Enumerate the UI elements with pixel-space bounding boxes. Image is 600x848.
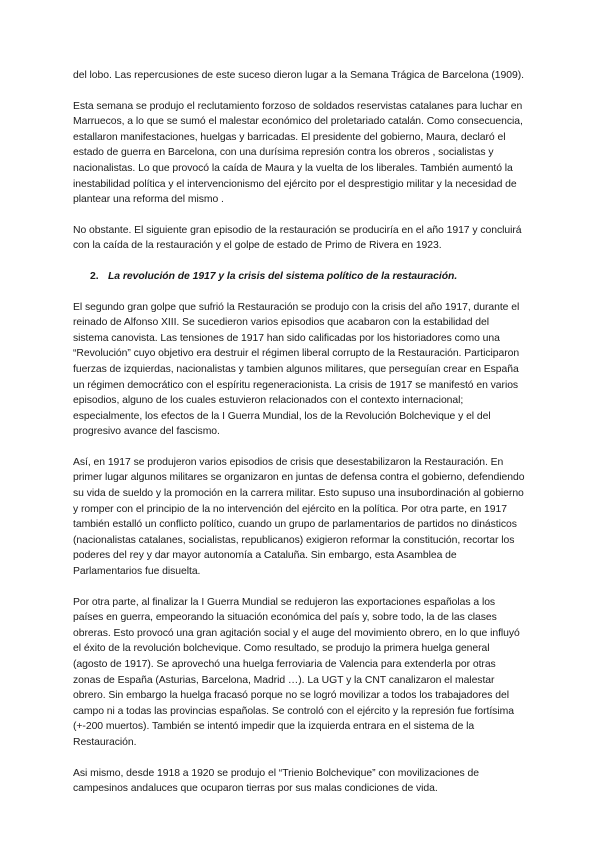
paragraph-crisis-1917: El segundo gran golpe que sufrió la Restauración se produjo con la crisis del año 1917, durante el reinado de Alfonso XIII. Se sucedieron varios episodios que acabaron con la estabilidad del sistema canovista. Las tensiones de 1917 han sido calificadas por los historiadores como una “Revolución” cuyo objetivo era destruir el régimen liberal corrupto de la Restauración. Participaron fuerzas de izquierdas, nacionalistas y tambien algunos militares, que perseguían crear en España un régimen democrático con el espíritu regeneracionista. La crisis de 1917 se manifestó en varios episodios, alguno de los cuales estuvieron relacionados con el contexto internacional; especialmente, los efectos de la I Guerra Mundial, los de la Revolución Bolchevique y el del progresivo avance del fascismo. bbox=[73, 301, 520, 438]
paragraph-transition-1917: No obstante. El siguiente gran episodio de la restauración se produciría en el año 1917 y concluirá con la caída de la restauración y el golpe de estado de Primo de Rivera en 1923. bbox=[73, 224, 522, 252]
paragraph-semana-tragica-intro: del lobo. Las repercusiones de este suceso dieron lugar a la Semana Trágica de Barcelona (1909). bbox=[73, 70, 524, 81]
section-heading bbox=[73, 269, 525, 285]
paragraph-episodios-crisis: Así, en 1917 se produjeron varios episodios de crisis que desestabilizaron la Restauración. En primer lugar algunos militares se organizaron en juntas de defensa contra el gobierno, defendiendo su vida de sueldo y la promoción en la carrera militar. Esto supuso una insubordinación al gobierno y romper con el principio de la no intervención del ejército en la política. Por otra parte, en 1917 también estalló un conflicto político, cuando un grupo de parlamentarios de partidos no dinásticos (nacionalistas catalanes, socialistas, republicanos) exigieron reformar la constitución, recortar los poderes del rey y dar mayor autonomía a Cataluña. Sin embargo, esta Asamblea de Parlamentarios fue disuelta. bbox=[73, 456, 525, 578]
section-title: La revolución de 1917 y la crisis del sistema político de la restauración. bbox=[108, 270, 458, 282]
paragraph-trienio-bolchevique: Asi mismo, desde 1918 a 1920 se produjo el “Trienio Bolchevique” con movilizaciones de campesinos andaluces que ocuparon tierras por sus malas condiciones de vida. bbox=[73, 767, 479, 795]
section-number: 2. bbox=[90, 270, 99, 282]
paragraph-huelga-general: Por otra parte, al finalizar la I Guerra Mundial se redujeron las exportaciones españolas a los países en guerra, empeorando la situación económica del país y, sobre todo, la de las clases obreras. Esto provocó una gran agitación social y el auge del movimiento obrero, en lo que influyó el éxito de la revolución bolchevique. Como resultado, se produjo la primera huelga general (agosto de 1917). Se aprovechó una huelga ferroviaria de Valencia para extenderla por otras zonas de España (Asturias, Barcelona, Madrid …). La UGT y la CNT canalizaron el malestar obrero. Sin embargo la huelga fracasó porque no se logró movilizar a todos los trabajadores del campo ni a todas las provincias españolas. Se controló con el ejército y la represión fue fortísima (+-200 muertos). También se intentó impedir que la izquierda entrara en el sistema de la Restauración. bbox=[73, 596, 520, 748]
document-body bbox=[73, 68, 525, 812]
paragraph-semana-tragica: Esta semana se produjo el reclutamiento forzoso de soldados reservistas catalanes para luchar en Marruecos, a lo que se sumó el malestar económico del proletariado catalán. Como consecuencia, estallaron manifestaciones, huelgas y barricadas. El presidente del gobierno, Maura, declaró el estado de guerra en Barcelona, con una durísima represión contra los obreros , socialistas y nacionalistas. Lo que provocó la caída de Maura y la vuelta de los liberales. También aumentó la inestabilidad política y el intervencionismo del ejército por el desprestigio militar y la necesidad de plantear una reforma del mismo . bbox=[73, 100, 523, 206]
